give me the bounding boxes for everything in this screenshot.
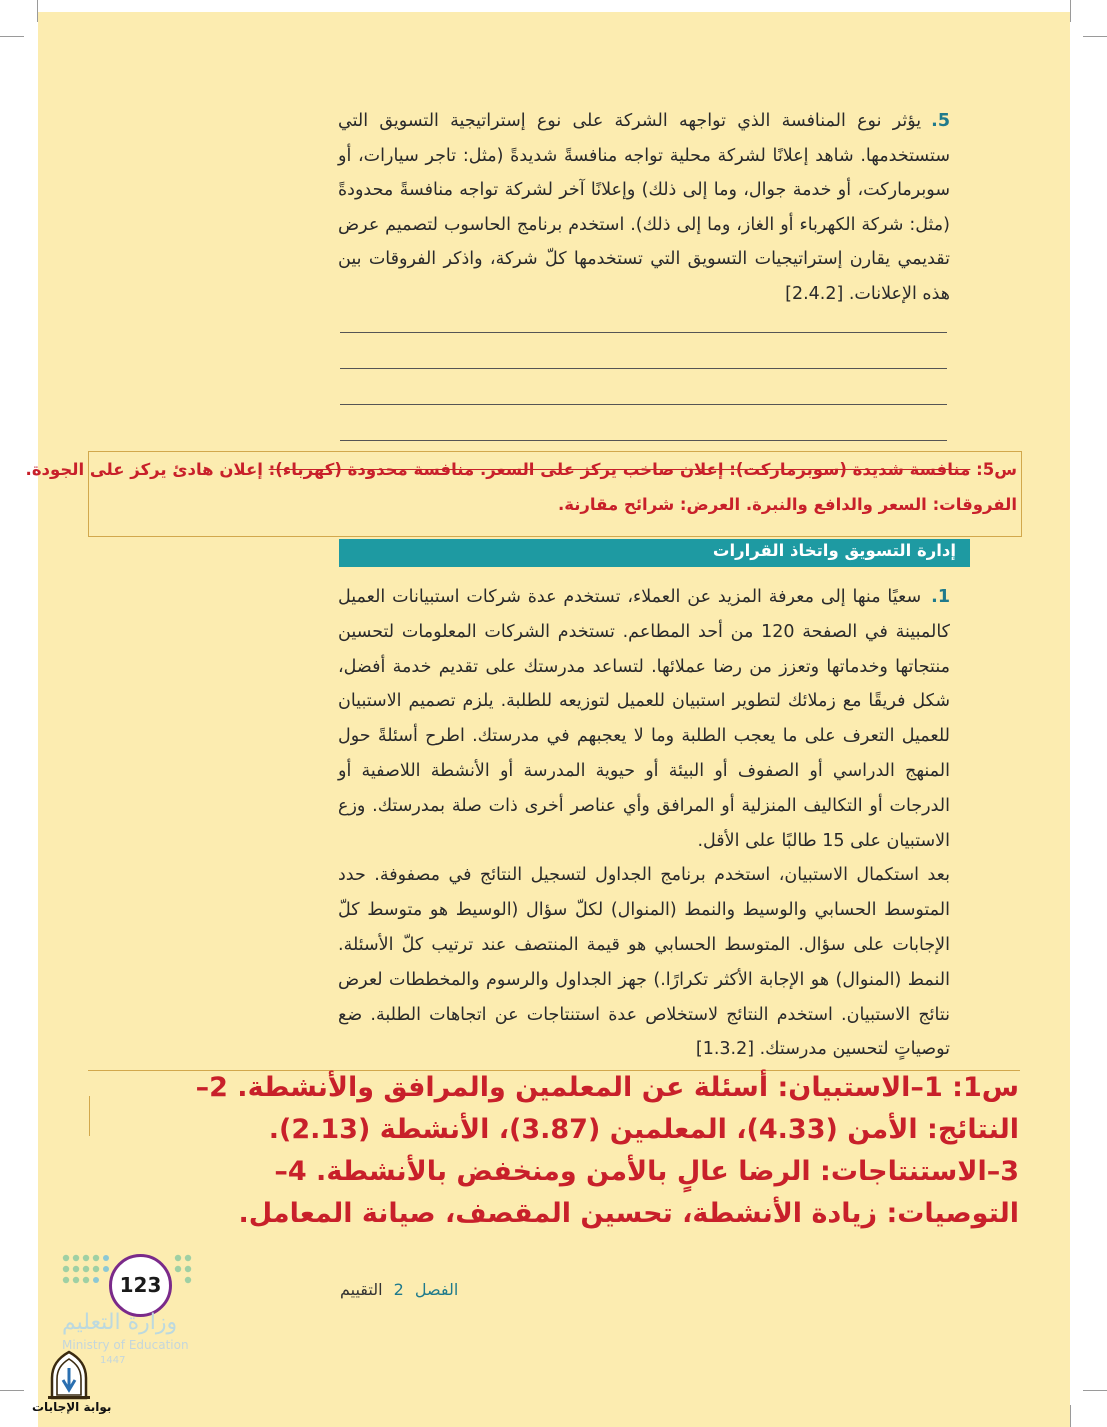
page-number-badge — [109, 1254, 172, 1317]
answer-1-frame-edge — [89, 1096, 90, 1136]
section-heading-bar — [339, 539, 970, 567]
chapter-label: الفصل — [414, 1280, 459, 1299]
answer-1 — [149, 1067, 1019, 1235]
ministry-name-english: Ministry of Education — [62, 1338, 189, 1352]
question-paragraph — [338, 580, 950, 858]
crop-mark — [1083, 1390, 1107, 1391]
answer-5-line-1 — [26, 460, 1017, 479]
answer-5-label: س5: — [976, 460, 1017, 479]
question-number: 5. — [931, 111, 950, 131]
ministry-name-arabic: وزارة التعليم — [62, 1310, 178, 1335]
crop-mark — [1070, 0, 1071, 22]
answers-portal-logo-icon — [46, 1350, 92, 1400]
answer-1-paragraph: س1: 1–الاستبيان: أسئلة عن المعلمين والمرافق والأنشطة. 2–النتائج: الأمن (4.33)، المعلمين (3.87)، الأنشطة (2.13). — [195, 1072, 1019, 1145]
footer-chapter — [340, 1280, 458, 1299]
answer-1-paragraph: 3–الاستنتاجات: الرضا عالٍ بالأمن ومنخفض بالأنشطة. 4–التوصيات: زيادة الأنشطة، تحسين المقصف، صيانة المعامل. — [238, 1156, 1019, 1229]
crop-mark — [1070, 1405, 1071, 1427]
question-5 — [338, 104, 950, 312]
section-label: التقييم — [340, 1280, 383, 1299]
answer-line — [340, 332, 947, 368]
question-paragraph: بعد استكمال الاستبيان، استخدم برنامج الجداول لتسجيل النتائج في مصفوفة. حدد المتوسط الحسابي والوسيط والنمط (المنوال) لكلّ سؤال (الوسيط هو متوسط كلّ الإجابات على سؤال. المتوسط الحسابي هو قيمة المنتصف عند ترتيب كلّ الأسئلة. النمط (المنوال) هو الإجابة الأكثر تكرارًا.) جهز الجداول والرسوم والمخططات لعرض نتائج الاستبيان. استخدم النتائج لاستخلاص عدة استنتاجات عن اتجاهات الطلبة. ضع توصياتٍ لتحسين مدرستك. [1.3.2] — [338, 865, 950, 1060]
answer-5-struck-text: منافسة شديدة (سوبرماركت): إعلان صاخب يركز على السعر. منافسة محدودة (كهرباء): — [268, 460, 971, 479]
page-number: 123 — [119, 1273, 162, 1297]
question-number: 1. — [931, 587, 950, 607]
answer-line — [340, 368, 947, 404]
ministry-year: 1447 — [100, 1355, 126, 1366]
question-text: يؤثر نوع المنافسة الذي تواجهه الشركة على نوع إستراتيجية التسويق التي ستستخدمها. شاهد إعلانًا لشركة محلية تواجه منافسةً شديدةً (مثل: تاجر سيارات، أو سوبرماركت، أو خدمة جوال، وما إلى ذلك) وإعلانًا آخر لشركة تواجه منافسةً محدودةً (مثل: شركة الكهرباء أو الغاز، وما إلى ذلك). استخدم برنامج الحاسوب لتصميم عرض تقديمي يقارن إستراتيجيات التسويق التي تستخدمها كلّ شركة، واذكر الفروقات بين هذه الإعلانات. [2.4.2] — [338, 111, 950, 304]
crop-mark — [0, 1390, 24, 1391]
crop-mark — [0, 36, 24, 37]
answer-line — [340, 404, 947, 440]
question-text: سعيًا منها إلى معرفة المزيد عن العملاء، تستخدم عدة شركات استبيانات العميل كالمبينة في الصفحة 120 من أحد المطاعم. تستخدم الشركات المعلومات لتحسين منتجاتها وخدماتها وتعزز من رضا عملائها. لتساعد مدرستك على تقديم خدمة أفضل، شكل فريقًا مع زملائك لتطوير استبيان للعميل لتوزيعه للطلبة. يلزم تصميم الاستبيان للعميل التعرف على ما يعجب الطلبة وما لا يعجبهم في مدرستك. اطرح أسئلةً حول المنهج الدراسي أو الصفوف أو البيئة أو حيوية المدرسة أو الأنشطة اللاصفية أو الدرجات أو التكاليف المنزلية أو المرافق وأي عناصر أخرى ذات صلة بمدرستك. وزع الاستبيان على 15 طالبًا على الأقل. — [338, 587, 950, 851]
question-1 — [338, 580, 950, 1067]
section-title: إدارة التسويق واتخاذ القرارات — [712, 541, 956, 560]
crop-mark — [37, 0, 38, 22]
answer-5-line-2: الفروقات: السعر والدافع والنبرة. العرض: شرائح مقارنة. — [557, 495, 1017, 514]
answers-portal-label: بوابة الإجابات — [32, 1400, 112, 1414]
crop-mark — [1083, 36, 1107, 37]
chapter-number: 2 — [393, 1280, 404, 1299]
answer-5-text: إعلان هادئ يركز على الجودة. — [25, 460, 263, 479]
